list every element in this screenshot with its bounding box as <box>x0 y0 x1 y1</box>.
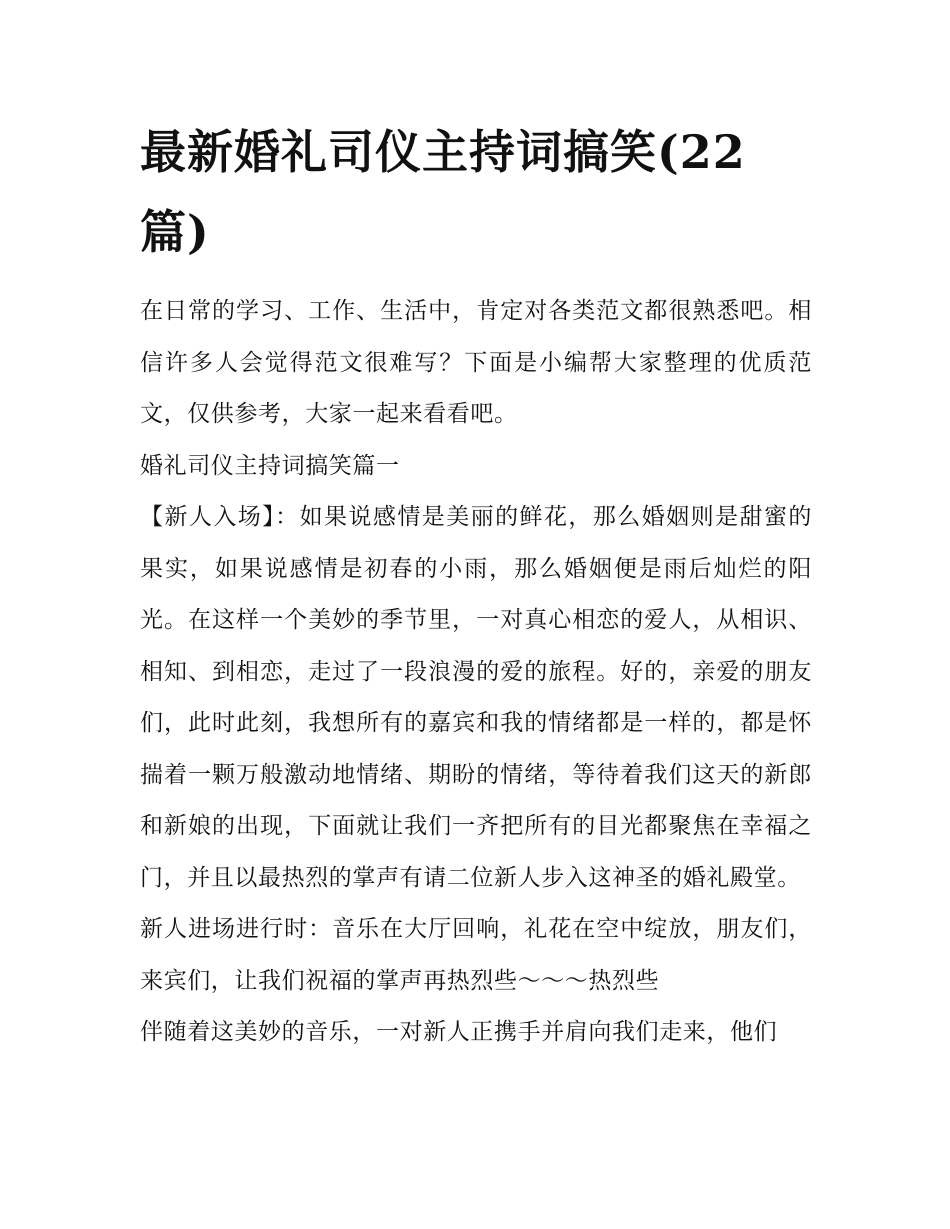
body-paragraph: 伴随着这美妙的音乐，一对新人正携手并肩向我们走来，他们 <box>140 1019 778 1045</box>
intro-paragraph: 在日常的学习、工作、生活中，肯定对各类范文都很熟悉吧。相信许多人会觉得范文很难写？下面是小编帮大家整理的优质范文，仅供参考，大家一起来看看吧。 <box>140 298 812 427</box>
section-heading: 婚礼司仪主持词搞笑篇一 <box>140 452 400 479</box>
body-paragraph: 【新人入场】：如果说感情是美丽的鲜花，那么婚姻则是甜蜜的果实，如果说感情是初春的小雨，那么婚姻便是雨后灿烂的阳光。在这样一个美妙的季节里，一对真心相恋的爱人，从相识、相知、到相恋，走过了一段浪漫的爱的旅程。好的，亲爱的朋友们，此时此刻，我想所有的嘉宾和我的情绪都是一样的，都是怀揣着一颗万般激动地情绪、期盼的情绪，等待着我们这天的新郎和新娘的出现，下面就让我们一齐把所有的目光都聚焦在幸福之门，并且以最热烈的掌声有请二位新人步入这神圣的婚礼殿堂。 <box>140 504 812 891</box>
document-title: 最新婚礼司仪主持词搞笑(22篇) <box>140 125 746 259</box>
body-paragraph: 新人进场进行时：音乐在大厅回响，礼花在空中绽放，朋友们，来宾们，让我们祝福的掌声再热烈些～～～热烈些 <box>140 916 812 994</box>
document-page <box>140 112 812 1059</box>
